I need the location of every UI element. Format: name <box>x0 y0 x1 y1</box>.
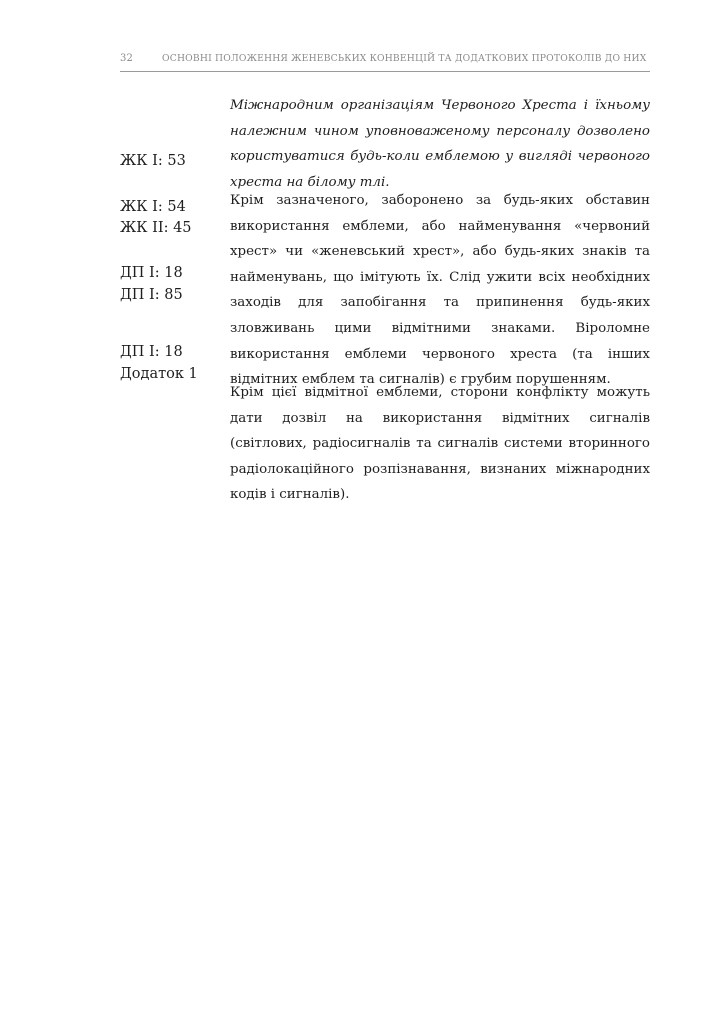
margin-reference: ДП I: 85 <box>120 287 183 303</box>
margin-reference: Додаток 1 <box>120 366 198 382</box>
margin-reference: ДП I: 18 <box>120 265 183 281</box>
margin-reference: ЖК I: 53 <box>120 153 186 169</box>
margin-reference: ДП I: 18 <box>120 344 183 360</box>
paragraph-red-cross-organizations: Міжнародним організаціям Червоного Хреста і їхньому належним чином уповноваженому персоналу дозволено користуватися будь-коли емблемою у вигляді червоного хреста на білому тлі. <box>230 98 650 190</box>
margin-reference: ЖК II: 45 <box>120 220 192 236</box>
margin-reference: ЖК I: 54 <box>120 199 186 215</box>
paragraph-distinctive-signals: Крім цієї відмітної емблеми, сторони конфлікту можуть дати дозвіл на використання відмітних сигналів (світлових, радіосигналів та сигналів системи вторинного радіолокаційного розпізнавання, визнаних міжнародних кодів і сигналів). <box>230 385 650 503</box>
running-header <box>120 49 650 72</box>
page-number: 32 <box>120 53 134 64</box>
running-title: ОСНОВНІ ПОЛОЖЕННЯ ЖЕНЕВСЬКИХ КОНВЕНЦІЙ ТА ДОДАТКОВИХ ПРОТОКОЛІВ ДО НИХ <box>162 53 647 64</box>
paragraph-emblem-misuse: Крім зазначеного, заборонено за будь-яких обставин використання емблеми, або найменування «червоний хрест» чи «женевський хрест», або будь-яких знаків та найменувань, що імітують їх. Слід ужити всіх необхідних заходів для запобігання та припинення будь-яких зловживань цими відмітними знаками. Віроломне використання емблеми червоного хреста (та інших відмітних емблем та сигналів) є грубим порушенням. <box>230 193 650 388</box>
